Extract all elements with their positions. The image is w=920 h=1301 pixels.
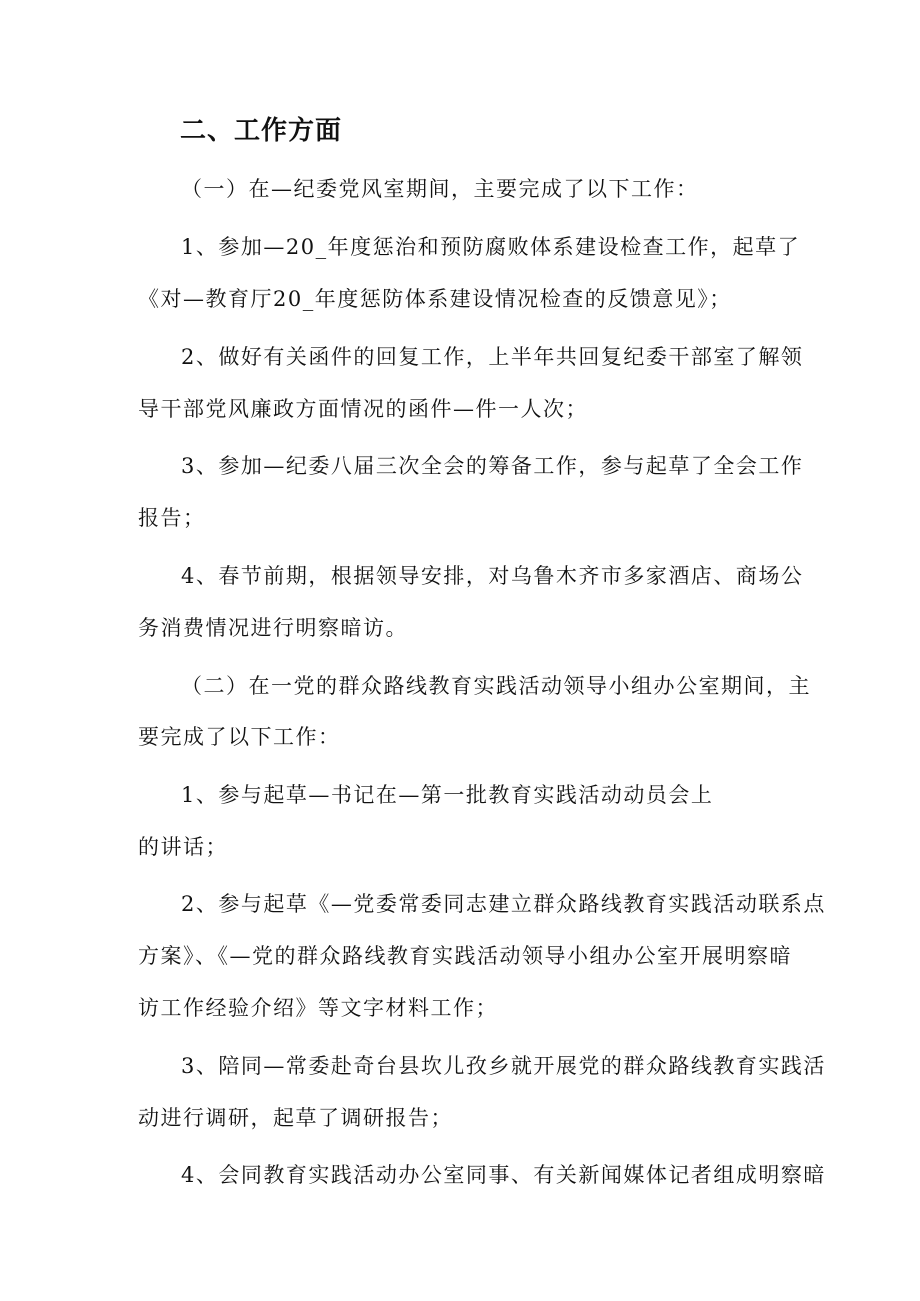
paragraph-line: 方案》、《—党的群众路线教育实践活动领导小组办公室开展明察暗 [138, 944, 792, 968]
paragraph-line: 2、参与起草《—党委常委同志建立群众路线教育实践活动联系点 [181, 892, 826, 916]
paragraph-line: 3、参加—纪委八届三次全会的筹备工作，参与起草了全会工作 [181, 454, 804, 478]
paragraph-line: 《对—教育厅20_年度惩防体系建设情况检查的反馈意见》； [138, 287, 732, 311]
paragraph-line: 要完成了以下工作： [138, 725, 341, 749]
paragraph-line: 访工作经验介绍》等文字材料工作； [138, 996, 498, 1020]
paragraph-line: 3、陪同—常委赴奇台县坎儿孜乡就开展党的群众路线教育实践活 [181, 1054, 826, 1078]
paragraph-line: 1、参与起草—书记在—第一批教育实践活动动员会上 [181, 783, 714, 807]
subsection-heading-1: （一）在—纪委党风室期间，主要完成了以下工作： [181, 177, 699, 201]
paragraph-line: 1、参加—20_年度惩治和预防腐败体系建设检查工作，起草了 [181, 235, 801, 259]
subsection-heading-2: （二）在一党的群众路线教育实践活动领导小组办公室期间，主 [181, 674, 811, 698]
paragraph-line: 导干部党风廉政方面情况的函件—件一人次； [138, 397, 588, 421]
paragraph-line: 务消费情况进行明察暗访。 [138, 616, 408, 640]
section-heading: 二、工作方面 [180, 116, 343, 146]
paragraph-line: 4、会同教育实践活动办公室同事、有关新闻媒体记者组成明察暗 [181, 1163, 826, 1187]
paragraph-line: 的讲话； [138, 835, 228, 859]
paragraph-line: 4、春节前期，根据领导安排，对乌鲁木齐市多家酒店、商场公 [181, 564, 804, 588]
paragraph-line: 2、做好有关函件的回复工作，上半年共回复纪委干部室了解领 [181, 345, 804, 369]
paragraph-line: 动进行调研，起草了调研报告； [138, 1106, 453, 1130]
paragraph-line: 报告； [138, 506, 206, 530]
